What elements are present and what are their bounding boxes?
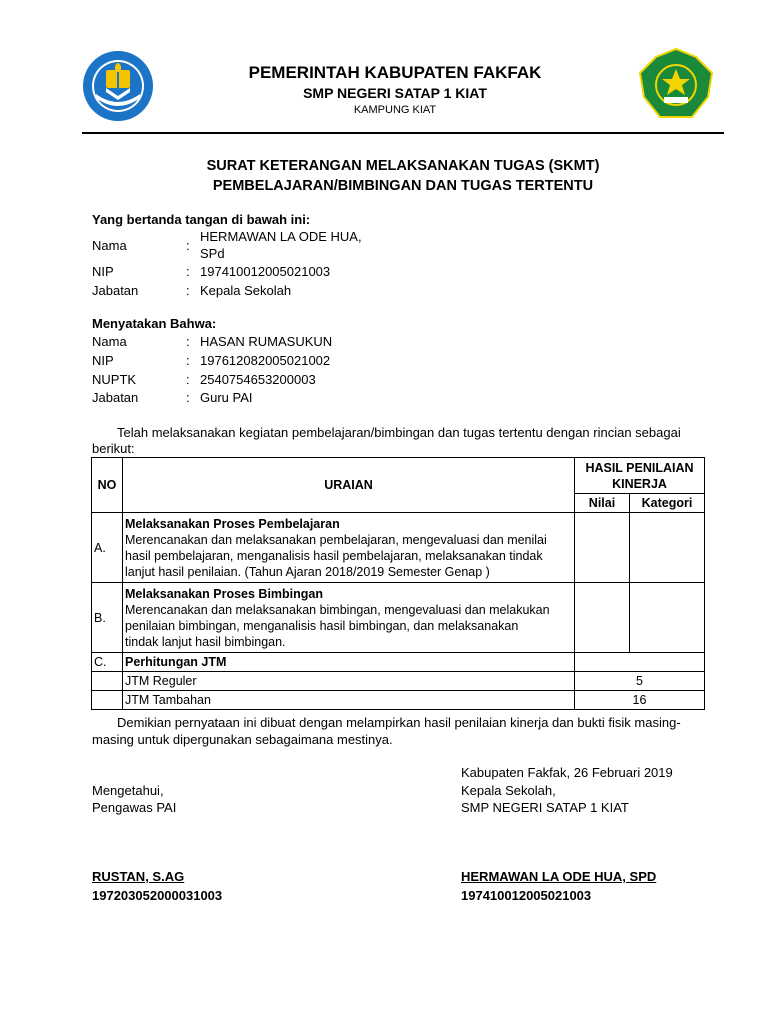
row-description [123,583,575,653]
nilai-cell [575,513,630,583]
kategori-cell [630,583,705,653]
row-line: Merencanakan dan melaksanakan bimbingan, mengevaluasi dan melakukan [125,602,550,617]
school-name: SMP NEGERI SATAP 1 KIAT [303,85,487,101]
field-value: Kepala Sekolah [200,283,292,298]
left-signature-line1: Mengetahui, [92,783,164,798]
village-name: KAMPUNG KIAT [353,104,437,116]
field-label: NIP [92,353,114,368]
row-number [92,691,123,710]
letterhead-divider [82,132,724,134]
nilai-cell [575,583,630,653]
row-number [92,672,123,691]
kemenag-logo-icon [638,47,714,123]
field-colon: : [186,334,190,349]
task-table [91,457,705,710]
table-header-hasil-line2: KINERJA [612,476,667,491]
left-signatory-name: RUSTAN, S.AG [92,869,185,884]
value-cell [575,653,705,672]
row-line: lanjut hasil penilaian. (Tahun Ajaran 2018/2019 Semester Genap ) [125,564,490,579]
left-signature-line2: Pengawas PAI [92,800,177,815]
row-label: JTM Reguler [123,672,575,691]
field-value: 197612082005021002 [200,353,331,368]
table-header-nilai: Nilai [575,494,630,513]
table-row [92,672,705,691]
row-title: Melaksanakan Proses Bimbingan [125,586,323,601]
field-value: HASAN RUMASUKUN [200,334,333,349]
row-description [123,513,575,583]
table-header-hasil [575,458,705,494]
statement-heading: Menyatakan Bahwa: [92,316,217,331]
right-signatory-nip: 197410012005021003 [461,888,592,903]
field-value: Guru PAI [200,390,253,405]
field-label: Jabatan [92,390,139,405]
document-title-line2: PEMBELAJARAN/BIMBINGAN DAN TUGAS TERTENTU [212,178,594,194]
signatory-heading: Yang bertanda tangan di bawah ini: [92,212,311,227]
row-title: Melaksanakan Proses Pembelajaran [125,516,340,531]
left-signatory-nip: 197203052000031003 [92,888,223,903]
field-colon: : [186,264,190,279]
table-row [92,653,705,672]
right-signatory-name: HERMAWAN LA ODE HUA, SPD [461,869,657,884]
field-value: SPd [200,246,225,261]
closing-paragraph: masing untuk dipergunakan sebagaimana mestinya. [92,732,393,747]
field-value: 197410012005021003 [200,264,331,279]
field-label: NUPTK [92,372,137,387]
table-row [92,691,705,710]
field-value: HERMAWAN LA ODE HUA, [200,229,362,244]
kategori-cell [630,513,705,583]
field-colon: : [186,353,190,368]
table-header-no: NO [92,458,123,513]
field-colon: : [186,238,190,253]
field-colon: : [186,372,190,387]
tut-wuri-handayani-logo-icon [82,50,154,122]
table-header-kategori: Kategori [630,494,705,513]
row-number: A. [92,513,123,583]
row-line: penilaian bimbingan, menganalisis hasil bimbingan, dan melaksanakan [125,618,519,633]
document-title-line1: SURAT KETERANGAN MELAKSANAKAN TUGAS (SKMT) [206,158,600,174]
table-header-hasil-line1: HASIL PENILAIAN [585,460,694,475]
table-row [92,513,705,583]
jtm-reguler-value: 5 [575,672,705,691]
field-label: Nama [92,334,127,349]
government-name: PEMERINTAH KABUPATEN FAKFAK [248,63,542,82]
intro-paragraph: berikut: [92,441,135,456]
row-title: Perhitungan JTM [123,653,575,672]
row-line: hasil pembelajaran, menganalisis hasil pembelajaran, melaksanakan tindak [125,548,543,563]
intro-paragraph: Telah melaksanakan kegiatan pembelajaran/bimbingan dan tugas tertentu dengan rincian sebagai [117,425,681,440]
jtm-tambahan-value: 16 [575,691,705,710]
field-colon: : [186,283,190,298]
field-value: 2540754653200003 [200,372,316,387]
row-number: B. [92,583,123,653]
table-row [92,583,705,653]
place-date: Kabupaten Fakfak, 26 Februari 2019 [461,765,673,780]
field-label: Jabatan [92,283,139,298]
right-signature-line1: Kepala Sekolah, [461,783,556,798]
closing-paragraph: Demikian pernyataan ini dibuat dengan melampirkan hasil penilaian kinerja dan bukti fisik masing- [117,715,681,730]
row-line: Merencanakan dan melaksanakan pembelajaran, mengevaluasi dan menilai [125,532,547,547]
right-signature-line2: SMP NEGERI SATAP 1 KIAT [461,800,629,815]
row-line: tindak lanjut hasil bimbingan. [125,634,286,649]
field-label: Nama [92,238,127,253]
row-number: C. [92,653,123,672]
table-header-uraian: URAIAN [123,458,575,513]
field-label: NIP [92,264,114,279]
field-colon: : [186,390,190,405]
row-label: JTM Tambahan [123,691,575,710]
